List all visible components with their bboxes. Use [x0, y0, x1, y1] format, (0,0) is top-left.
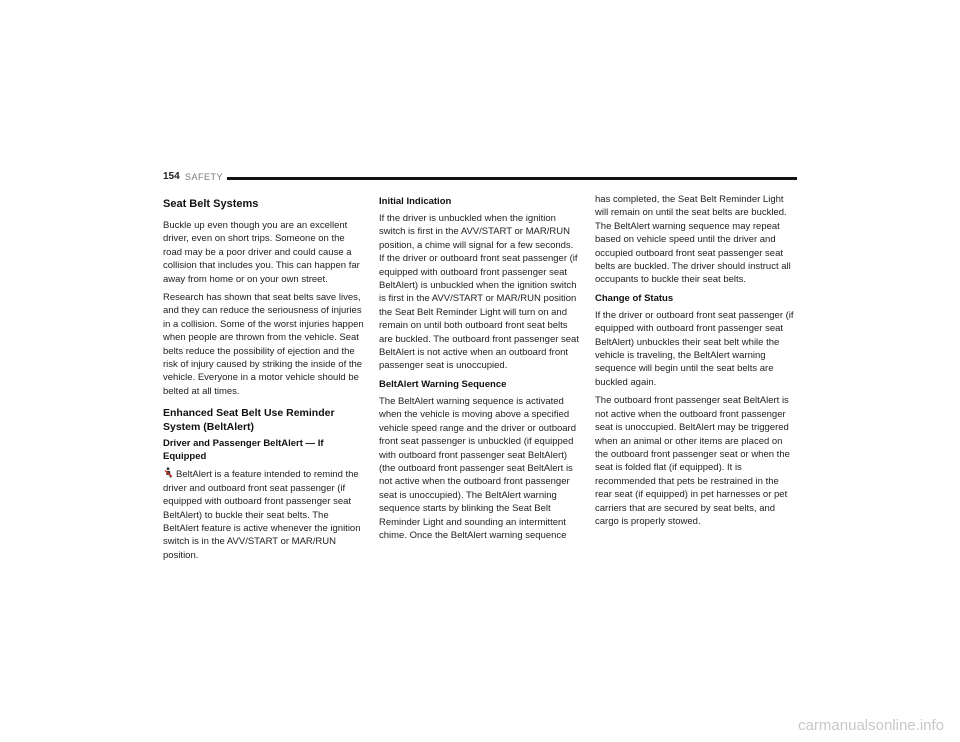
- paragraph: The BeltAlert warning sequence is activated when the vehicle is moving above a specified vehicle speed range and the driver or outboard front seat passenger is unbuckled (if equipped with outboard front passenger seat BeltAlert) (the outboard front passenger seat BeltAlert is not active when the outboard front passenger seat is unoccupied). The BeltAlert warning sequence starts by blinking the Seat Belt Reminder Light and sounding an intermittent chime. Once the BeltAlert warning sequence: [379, 395, 576, 541]
- watermark: carmanualsonline.info: [798, 717, 944, 734]
- paragraph: If the driver is unbuckled when the ignition switch is first in the AVV/START or MAR/RUN position, a chime will signal for a few seconds. If the driver or outboard front seat passenger (if equipped with outboard front passenger seat BeltAlert) is unbuckled when the ignition switch is first in the AVV/START or MAR/RUN position the Seat Belt Reminder Light will turn on and remain on until both outboard front seat belts are buckled. The outboard front passenger seat BeltAlert is not active when an outboard front passenger seat is unoccupied.: [379, 213, 579, 372]
- page-header: [163, 171, 797, 185]
- beltalert-description: BeltAlert is a feature intended to remind the driver and outboard front seat passenger (if equipped with outboard front passenger seat BeltAlert) to buckle their seat belts. The BeltAlert feature is active whenever the ignition switch is in the AVV/START or MAR/RUN position.: [163, 469, 361, 561]
- paragraph: The outboard front passenger seat BeltAlert is not active when the outboard front passenger seat is unoccupied. BeltAlert may be triggered when an animal or other items are placed on the outboard front passenger seat or when the seat is folded flat (if equipped). It is recommended that pets be restrained in the rear seat (if equipped) in pet harnesses or pet carriers that are secured by seat belts, and cargo is properly stowed.: [595, 395, 790, 527]
- heading-change-of-status: Change of Status: [595, 292, 674, 304]
- seat-belt-icon: [163, 467, 174, 478]
- heading-seat-belt-systems: Seat Belt Systems: [163, 198, 259, 210]
- column-1: [163, 193, 364, 567]
- paragraph: Research has shown that seat belts save lives, and they can reduce the seriousness of injuries in a collision. Some of the worst injuries happen when people are thrown from the vehicle. Seat belts reduce the possibility of ejection and the risk of injury caused by striking the inside of the vehicle. Everyone in a motor vehicle should be belted at all times.: [163, 292, 364, 397]
- section-name: SAFETY: [185, 172, 224, 182]
- paragraph: If the driver or outboard front seat passenger (if equipped with outboard front passenger seat BeltAlert) unbuckles their seat belt while the vehicle is traveling, the BeltAlert warning sequence will begin until the seat belts are buckled again.: [595, 309, 794, 388]
- subheading-driver-passenger-beltalert: Driver and Passenger BeltAlert — If Equipped: [163, 438, 324, 463]
- paragraph-with-icon: [163, 467, 364, 562]
- heading-initial-indication: Initial Indication: [379, 196, 452, 207]
- column-3: [595, 193, 797, 533]
- heading-beltalert-system: Enhanced Seat Belt Use Reminder System (BeltAlert): [163, 407, 335, 434]
- page-number: 154: [163, 171, 180, 182]
- column-2: [379, 193, 581, 547]
- heading-warning-sequence: BeltAlert Warning Sequence: [379, 378, 507, 390]
- header-rule: [227, 177, 797, 180]
- paragraph: has completed, the Seat Belt Reminder Light will remain on until the seat belts are buckled. The BeltAlert warning sequence may repeat based on vehicle speed until the driver and occupied outboard front seat passenger seat belts are buckled. The driver should instruct all occupants to buckle their seat belts.: [595, 194, 791, 286]
- paragraph: Buckle up even though you are an excellent driver, even on short trips. Someone on the road may be a poor driver and could cause a collision that includes you. This can happen far away from home or on your own street.: [163, 220, 360, 285]
